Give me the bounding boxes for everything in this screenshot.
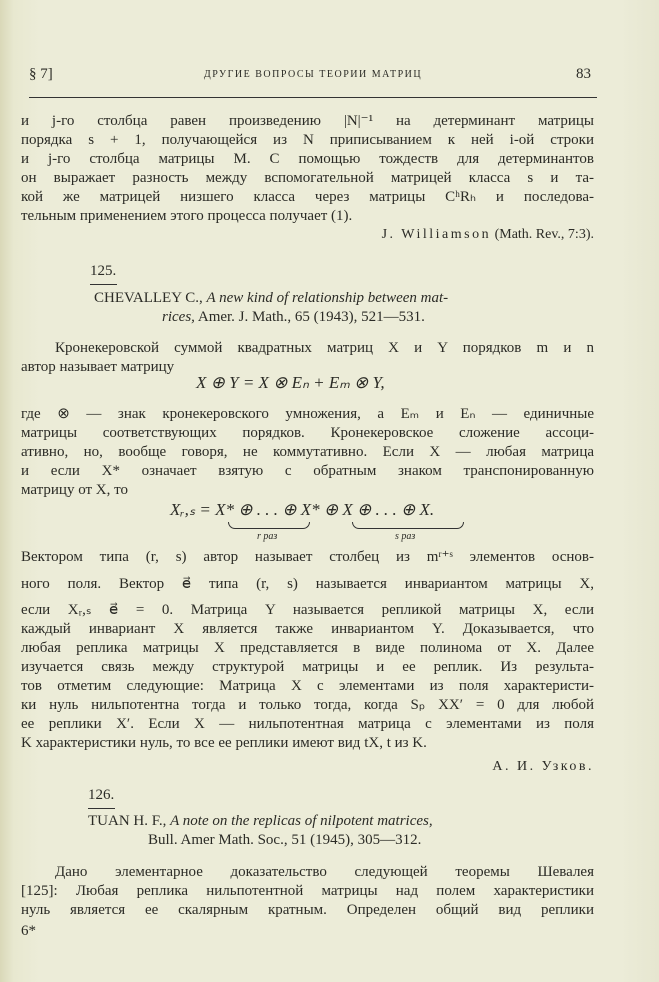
- paragraph-replica-def: [21, 544, 594, 624]
- entry-number-underline: [90, 284, 117, 285]
- text-line: и j-го столбца равен произведению |N|⁻¹ на детерминант матрицы: [21, 113, 594, 129]
- text-line: тов отметим следующие: Матрица X с элементами из поля характеристи-: [21, 678, 594, 694]
- paragraph-kronecker-product: [21, 405, 594, 500]
- text-line: матрицы соответствующих порядков. Кронекеровское сложение ассоци-: [21, 425, 594, 441]
- text-line: Вектором типа (r, s) автор называет столбец из mʳ⁺ˢ элементов основ-: [21, 549, 594, 565]
- text-line: он выражает разность между вспомогательной матрицей класса s и та-: [21, 170, 594, 186]
- formula-xrs: [170, 500, 434, 520]
- reference-126-line1: [88, 813, 433, 830]
- underbrace-s-label: s раз: [395, 531, 416, 542]
- paragraph-replica-results: [21, 620, 594, 753]
- text-line: Кронекеровской суммой квадратных матриц X и Y порядков m и n: [55, 340, 594, 356]
- formula-kronecker-sum: X ⊕ Y = X ⊗ Eₙ + Eₘ ⊗ Y,: [196, 373, 385, 392]
- entry-number-125: 125.: [90, 263, 117, 279]
- text-line: ее реплики X′. Если X — нильпотентная матрица с элементами из поля: [21, 716, 594, 732]
- reference-title: A new kind of relationship between mat-: [206, 290, 449, 306]
- text-line: если Xᵣ,ₛ e⃗ = 0. Матрица Y называется репликой матрицы X, если: [21, 602, 594, 618]
- underbrace-r-label: r раз: [257, 531, 278, 542]
- text-line: каждый инвариант X является также инвариантом Y. Доказывается, что: [21, 621, 594, 637]
- entry-number-126: 126.: [88, 787, 115, 803]
- text-line: Дано элементарное доказательство следующей теоремы Шевалея: [55, 864, 594, 880]
- reference-title-cont: rices,: [162, 309, 195, 325]
- underbrace-r: [228, 522, 310, 529]
- review-source: (Math. Rev., 7:3).: [494, 227, 594, 242]
- formula-r-part: X* ⊕ . . . ⊕ X*: [215, 500, 320, 519]
- running-title: ДРУГИЕ ВОПРОСЫ ТЕОРИИ МАТРИЦ: [203, 69, 423, 80]
- text-line: ного поля. Вектор e⃗ типа (r, s) называется инвариантом матрицы X,: [21, 575, 594, 592]
- text-line: порядка s + 1, получающейся из N приписыванием к ней i-ой строки: [21, 132, 594, 148]
- text-line: ки нуль нильпотентна тогда и только тогда, когда Sₚ XX′ = 0 для любой: [21, 697, 594, 713]
- paragraph-tuan-review: [21, 863, 594, 920]
- paragraph-kronecker-sum: [21, 339, 594, 377]
- text-line: матрицу от X, то: [21, 482, 128, 498]
- reference-126-line2: [148, 832, 421, 849]
- text-line: и j-го столбца матрицы M. С помощью тождеств для детерминантов: [21, 151, 594, 167]
- text-line: нуль является ее скалярным кратным. Определен общий вид реплики: [21, 902, 594, 918]
- text-line: автор называет матрицу: [21, 359, 175, 375]
- reference-author: TUAN H. F.,: [88, 813, 167, 829]
- reference-journal: Amer. J. Math., 65 (1943), 521—531.: [197, 309, 425, 325]
- reference-journal: Bull. Amer Math. Soc., 51 (1945), 305—312.: [148, 832, 422, 848]
- text-line: любая реплика матрицы X представляется в виде полинома от X. Далее: [21, 640, 594, 656]
- reference-125-line1: [94, 290, 448, 307]
- text-line: ативно, но, вообще говоря, не коммутативно. Если X — любая матрица: [21, 444, 594, 460]
- text-line: [125]: Любая реплика нильпотентной матрицы над полем характеристики: [21, 883, 594, 899]
- text-line: где ⊗ — знак кронекеровского умножения, а Eₘ и Eₙ — единичные: [21, 406, 594, 422]
- formula-mid: ⊕: [323, 500, 339, 519]
- underbrace-s: [352, 522, 464, 529]
- reference-title: A note on the replicas of nilpotent matrices,: [170, 813, 433, 829]
- reference-author: CHEVALLEY C.,: [94, 290, 203, 306]
- entry-number-underline: [88, 808, 115, 809]
- reviewer-signature-uzkov: А. И. Узков.: [492, 759, 594, 774]
- text-line: тельным применением этого процесса получает (1).: [21, 208, 353, 224]
- reference-125-line2: [162, 309, 425, 326]
- page-number: 83: [576, 66, 591, 82]
- section-number: § 7]: [29, 66, 53, 82]
- text-line: кой же матрицей низшего класса через матрицы CʰRₕ и последова-: [21, 189, 594, 205]
- text-line: K характеристики нуль, то все ее реплики имеют вид tX, t из K.: [21, 735, 427, 751]
- reviewer-signature: [382, 227, 594, 243]
- reviewer-name: J. Williamson: [381, 227, 492, 242]
- text-line: и если X* означает взятую с обратным знаком транспонированную: [21, 463, 594, 479]
- signature-mark: 6*: [21, 923, 36, 939]
- running-header: [29, 66, 597, 88]
- formula-lhs: Xᵣ,ₛ =: [170, 500, 211, 519]
- paragraph-williamson-review: [21, 112, 594, 226]
- header-rule: [29, 97, 597, 98]
- formula-s-part: X ⊕ . . . ⊕ X.: [342, 500, 435, 519]
- text-line: изучается связь между структурой матрицы и ее реплик. Из результа-: [21, 659, 594, 675]
